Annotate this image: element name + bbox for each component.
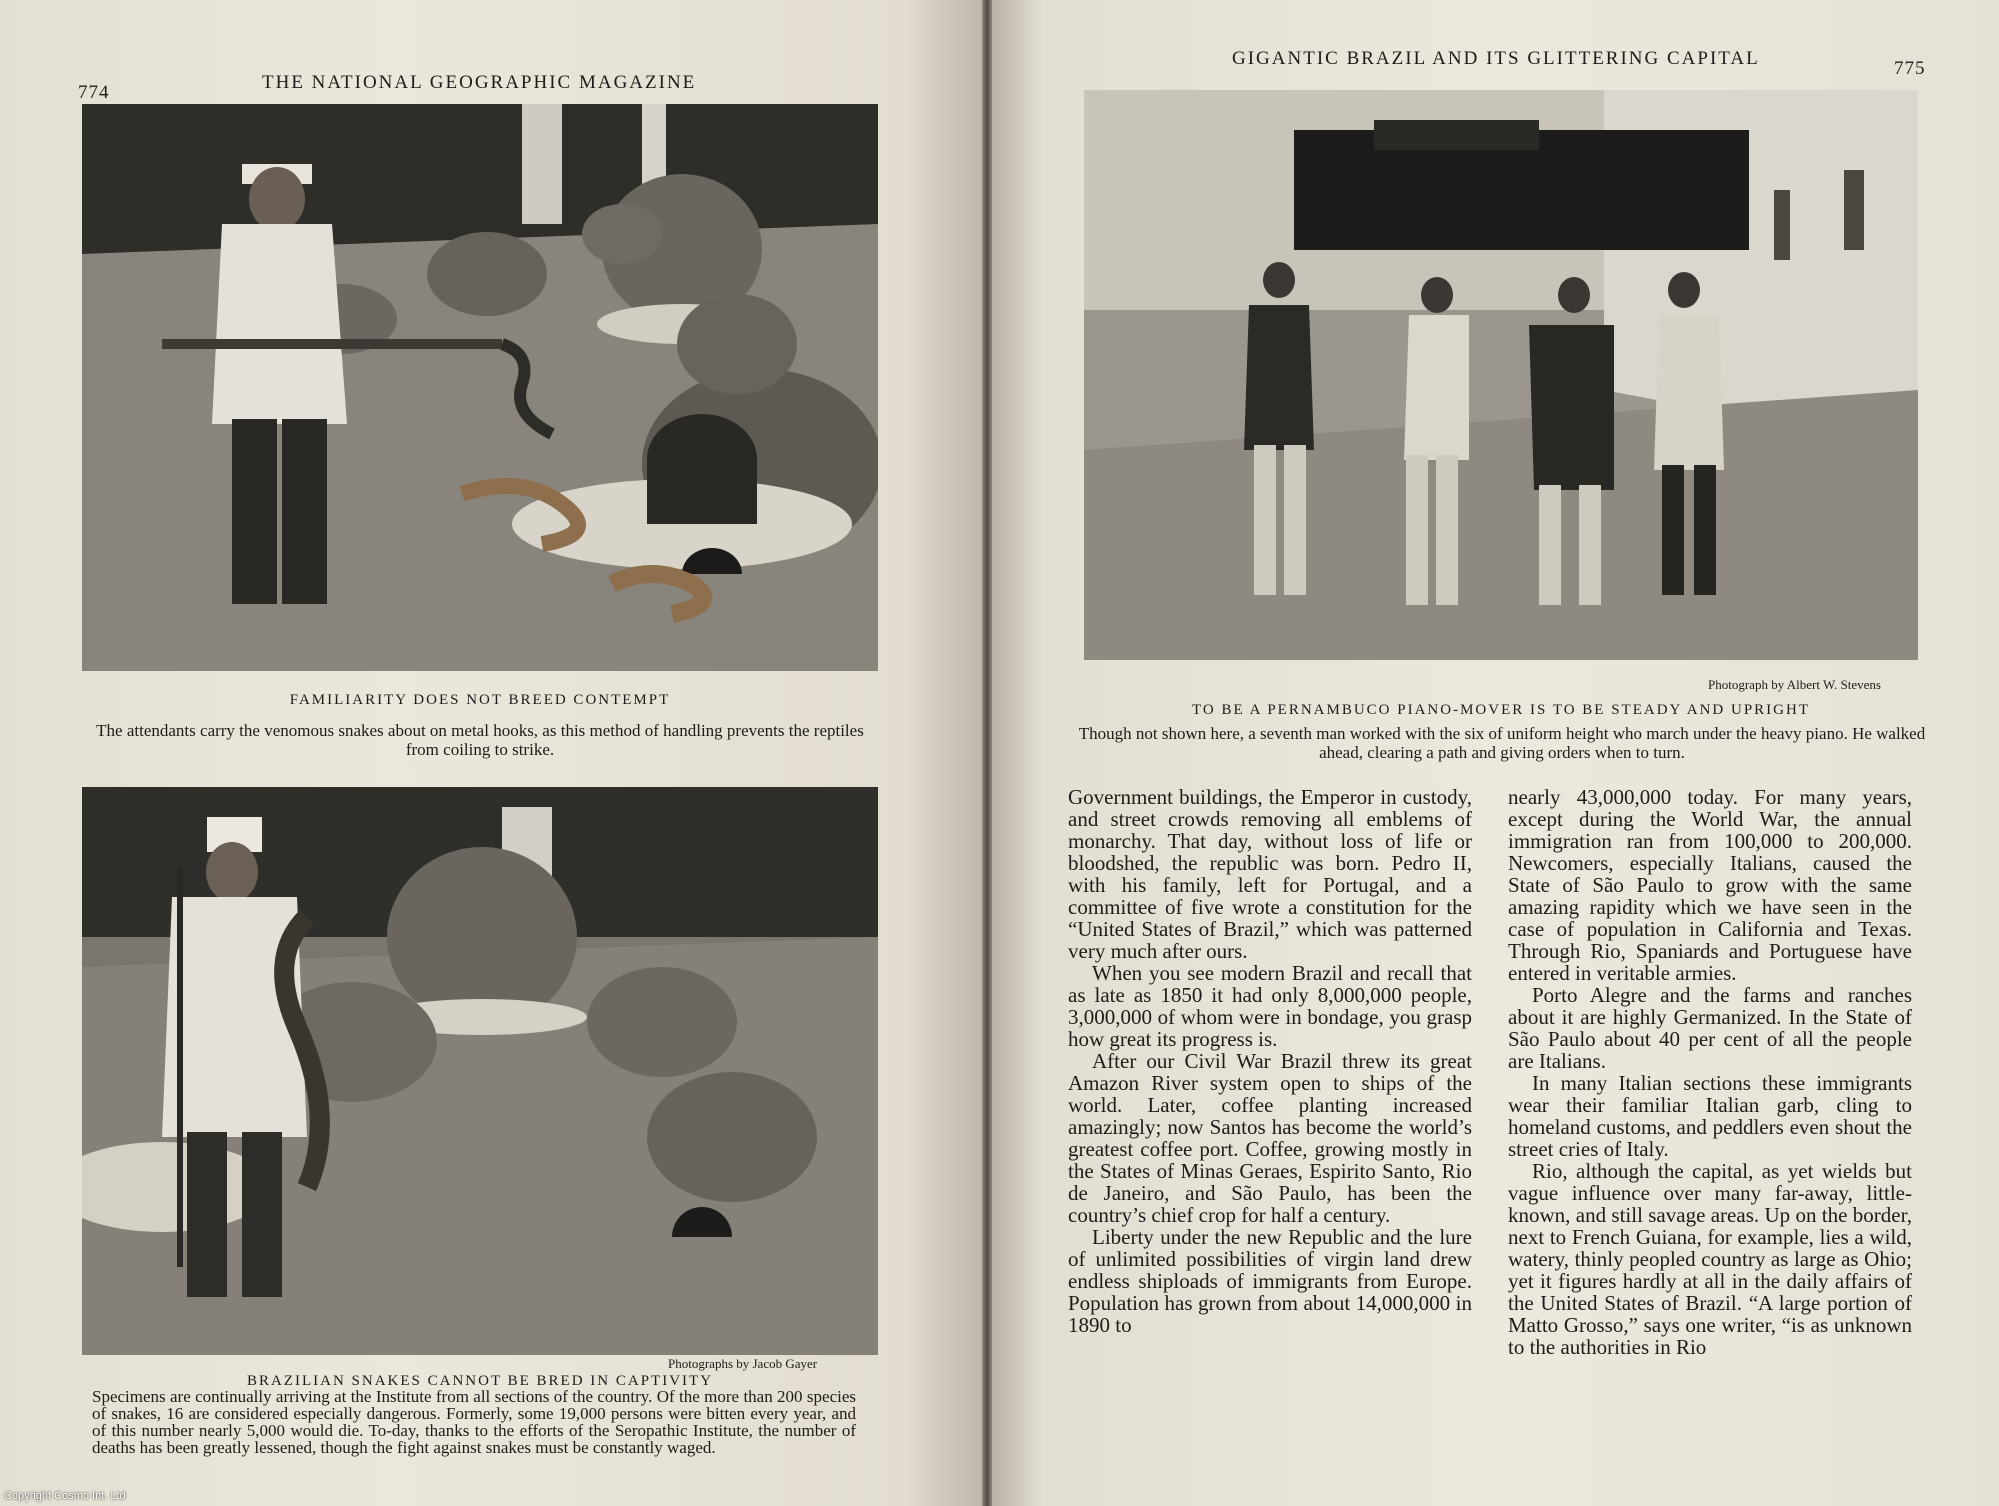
- column1-paragraph-3: After our Civil War Brazil threw its great Amazon River system open to ships of the world. Later, coffee planting increased amazingly; now Santos has become the world’s greatest coffee port. Coffee, growing mostly in the States of Minas Geraes, Espirito Santo, Rio de Janeiro, and São Paulo, has been the country’s chief crop for half a century.: [1068, 1049, 1472, 1227]
- text-column-2: [1508, 786, 1912, 1358]
- column1-paragraph-1: Government buildings, the Emperor in custody, and street crowds removing all emblems of monarchy. That day, without loss of life or bloodshed, the republic was born. Pedro II, with his family, left for Portugal, and a committee of five wrote a constitution for the “United States of Brazil,” which was patterned very much after ours.: [1068, 785, 1472, 963]
- right-folio: 775: [1894, 58, 1926, 79]
- column2-paragraph-3: In many Italian sections these immigrants wear their familiar Italian garb, cling to homeland customs, and peddlers even shout the street cries of Italy.: [1508, 1071, 1912, 1161]
- large-snake-photo: [82, 787, 878, 1355]
- photo2-caption-title: BRAZILIAN SNAKES CANNOT BE BRED IN CAPTIVITY: [246, 1373, 714, 1389]
- column2-paragraph-1: nearly 43,000,000 today. For many years, except during the World War, the annual immigration ran from 100,000 to 200,000. Newcomers, especially Italians, caused the State of São Paulo to grow with the same amazing rapidity which we have seen in the case of population in California and Texas. Through Rio, Spaniards and Portuguese have entered in veritable armies.: [1508, 785, 1912, 985]
- left-page: [0, 0, 982, 1506]
- right-running-header: GIGANTIC BRAZIL AND ITS GLITTERING CAPITAL: [1232, 48, 1760, 69]
- column1-paragraph-4: Liberty under the new Republic and the lure of unlimited possibilities of virgin land drew endless shiploads of immigrants from Europe. Population has grown from about 14,000,000 in 1890 to: [1068, 1225, 1472, 1337]
- left-running-header: THE NATIONAL GEOGRAPHIC MAGAZINE: [262, 72, 697, 93]
- column1-paragraph-2: When you see modern Brazil and recall that as late as 1850 it had only 8,000,000 people, 3,000,000 of whom were in bondage, you grasp how great its progress is.: [1068, 961, 1472, 1051]
- right-page: [992, 0, 1999, 1506]
- column2-paragraph-2: Porto Alegre and the farms and ranches about it are highly Germanized. In the State of São Paulo about 40 per cent of all the people are Italians.: [1508, 983, 1912, 1073]
- text-column-1: [1068, 786, 1472, 1336]
- photo1-caption-title: FAMILIARITY DOES NOT BREED CONTEMPT: [289, 692, 671, 708]
- left-folio: 774: [78, 82, 110, 103]
- copyright-watermark: Copyright Cosmo Int. Ltd: [4, 1490, 126, 1502]
- piano-caption-text: Though not shown here, a seventh man worked with the six of uniform height who march under the heavy piano. He walked ahead, clearing a path and giving orders when to turn.: [1078, 724, 1926, 762]
- piano-caption-title: TO BE A PERNAMBUCO PIANO-MOVER IS TO BE STEADY AND UPRIGHT: [1192, 702, 1810, 718]
- photo1-caption-text: The attendants carry the venomous snakes about on metal hooks, as this method of handling prevents the reptiles from coiling to strike.: [96, 721, 864, 759]
- piano-movers-photo: [1084, 90, 1918, 660]
- column2-paragraph-4: Rio, although the capital, as yet wields but vague influence over many far-away, little-known, and still savage areas. Up on the border, next to French Guiana, for example, lies a wild, watery, thinly peopled country as large as Ohio; yet it figures hardly at all in the daily affairs of the United States of Brazil. “A large portion of Matto Grosso,” says one writer, “is as unknown to the authorities in Rio: [1508, 1159, 1912, 1359]
- snake-hook-photo: [82, 104, 878, 671]
- photo2-caption-text: Specimens are continually arriving at the Institute from all sections of the country. Of the more than 200 species of snakes, 16 are considered especially dangerous. Formerly, some 19,000 persons were bitten every year, and of this number nearly 5,000 would die. To-day, thanks to the efforts of the Seropathic Institute, the number of deaths has been greatly lessened, though the fight against snakes must be constantly waged.: [92, 1387, 856, 1457]
- photo2-credit: Photographs by Jacob Gayer: [668, 1356, 818, 1371]
- piano-photo-credit: Photograph by Albert W. Stevens: [1708, 677, 1881, 692]
- book-gutter: [982, 0, 992, 1506]
